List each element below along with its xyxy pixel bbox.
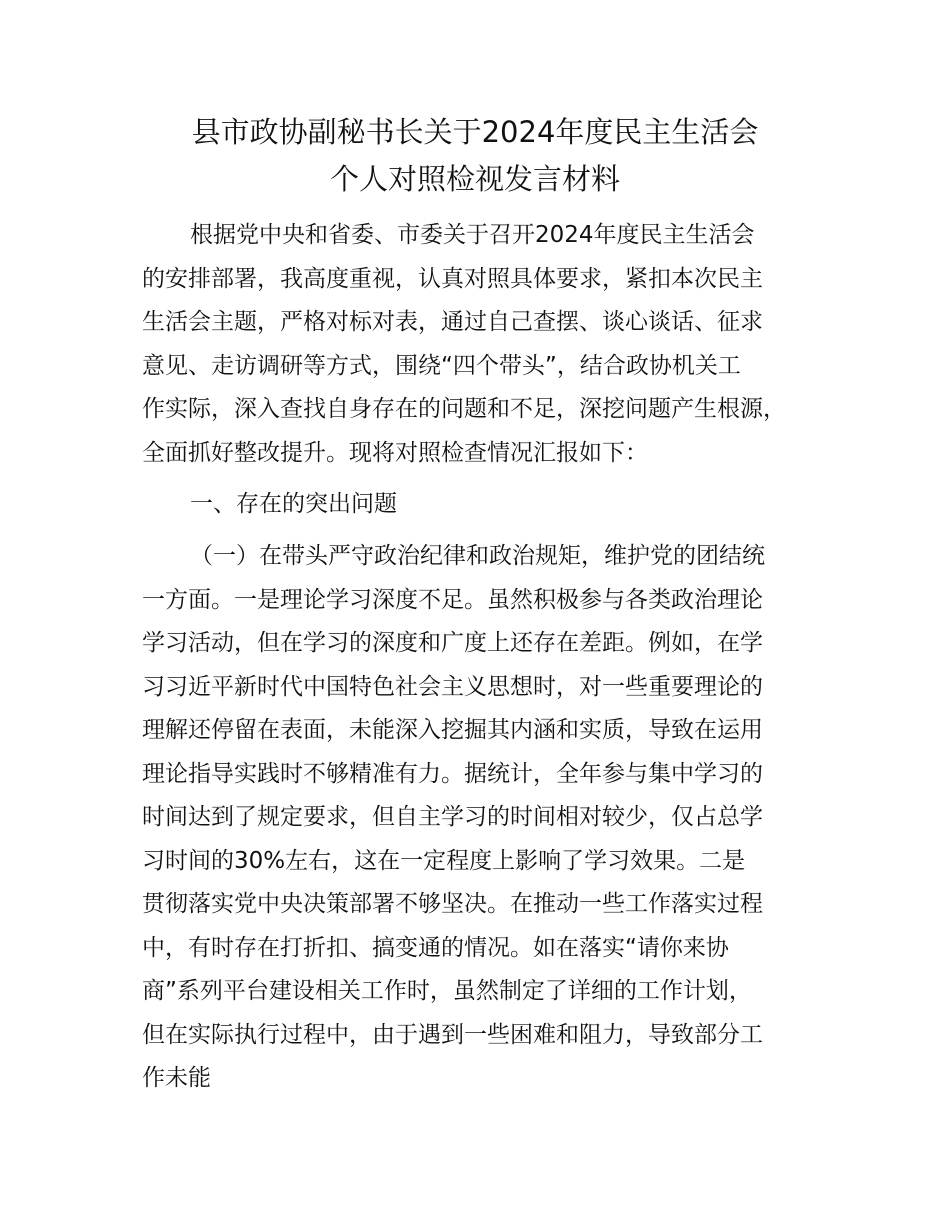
paragraph-line: 作实际，深入查找自身存在的问题和不足，深挖问题产生根源， [142, 396, 786, 422]
paragraph-line: 商”系列平台建设相关工作时，虽然制定了详细的工作计划， [142, 978, 752, 1004]
paragraph-line: 习时间的30%左右，这在一定程度上影响了学习效果。二是 [142, 848, 746, 874]
paragraph-line: 全面抓好整改提升。现将对照检查情况汇报如下： [142, 440, 648, 466]
document-title-line-2: 个人对照检视发言材料 [329, 162, 620, 196]
paragraph-line: 学习活动，但在学习的深度和广度上还存在差距。例如，在学 [142, 630, 763, 656]
paragraph-line: 理解还停留在表面，未能深入挖掘其内涵和实质，导致在运用 [142, 717, 763, 743]
paragraph-line: 一方面。一是理论学习深度不足。虽然积极参与各类政治理论 [142, 587, 763, 613]
document-title-line-1: 县市政协副秘书长关于2024年度民主生活会 [191, 115, 759, 149]
paragraph-line: 中，有时存在打折扣、搞变通的情况。如在落实“请你来协 [142, 935, 729, 961]
paragraph-line: 意见、走访调研等方式，围绕“四个带头”，结合政协机关工 [142, 353, 741, 379]
paragraph-line: 习习近平新时代中国特色社会主义思想时，对一些重要理论的 [142, 674, 763, 700]
paragraph-line: 时间达到了规定要求，但自主学习的时间相对较少，仅占总学 [142, 804, 763, 830]
paragraph-line: 的安排部署，我高度重视，认真对照具体要求，紧扣本次民主 [142, 266, 763, 292]
paragraph-line: 作未能 [142, 1065, 211, 1091]
section-heading: 一、存在的突出问题 [190, 491, 397, 517]
paragraph-line: 生活会主题，严格对标对表，通过自己查摆、谈心谈话、征求 [142, 309, 763, 335]
paragraph-line: 贯彻落实党中央决策部署不够坚决。在推动一些工作落实过程 [142, 891, 763, 917]
paragraph-line: 根据党中央和省委、市委关于召开2024年度民主生活会 [190, 222, 755, 248]
paragraph-line: 理论指导实践时不够精准有力。据统计，全年参与集中学习的 [142, 761, 763, 787]
paragraph-line: 但在实际执行过程中，由于遇到一些困难和阻力，导致部分工 [142, 1022, 763, 1048]
paragraph-line: （一）在带头严守政治纪律和政治规矩，维护党的团结统 [190, 543, 765, 569]
